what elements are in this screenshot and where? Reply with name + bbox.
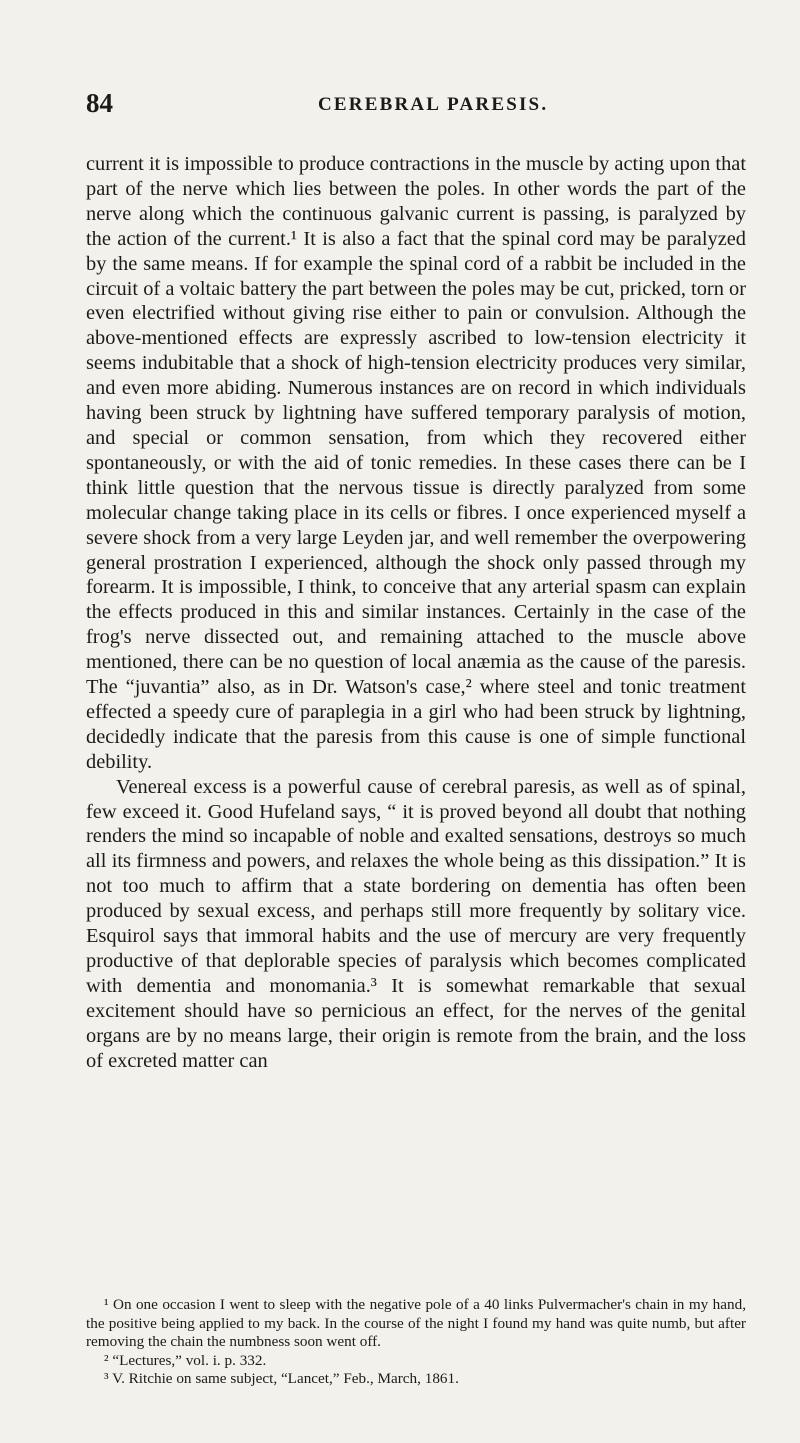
footnotes	[86, 1296, 746, 1389]
body-text	[86, 152, 746, 1074]
page-header	[86, 88, 746, 124]
page-number: 84	[86, 88, 113, 118]
footnote-1: ¹ On one occasion I went to sleep with the negative pole of a 40 links Pulvermacher's chain in my hand, the positive being applied to my back. In the course of the night I found my hand was quite numb, but after removing the chain the numbness soon went off.	[86, 1296, 746, 1351]
paragraph-venereal-excess: Venereal excess is a powerful cause of cerebral paresis, as well as of spinal, few exceed it. Good Hufeland says, “ it is proved beyond all doubt that nothing renders the mind so incapable of noble and exalted sensations, destroys so much all its firmness and powers, and relaxes the whole being as this dissipation.” It is not too much to affirm that a state bordering on dementia has often been produced by sexual excess, and perhaps still more frequently by solitary vice. Esquirol says that immoral habits and the use of mercury are very frequently productive of that deplorable species of paralysis which becomes complicated with dementia and monomania.³ It is somewhat remarkable that sexual excitement should have so pernicious an effect, for the nerves of the genital organs are by no means large, their origin is remote from the brain, and the loss of excreted matter can	[86, 775, 746, 1072]
paragraph-continued: current it is impossible to produce contractions in the muscle by acting upon that part of the nerve which lies between the poles. In other words the part of the nerve along which the continuous galvanic current is passing, is paralyzed by the action of the current.¹ It is also a fact that the spinal cord may be paralyzed by the same means. If for example the spinal cord of a rabbit be included in the circuit of a voltaic battery the part between the poles may be cut, pricked, torn or even electrified without giving rise either to pain or convulsion. Although the above-mentioned effects are expressly ascribed to low-tension electricity it seems indubitable that a shock of high-tension electricity produces very similar, and even more abiding. Numerous instances are on record in which individuals having been struck by lightning have suffered temporary paralysis of motion, and special or common sensation, from which they recovered either spontaneously, or with the aid of tonic remedies. In these cases there can be I think little question that the nervous tissue is directly paralyzed from some molecular change taking place in its cells or fibres. I once experienced myself a severe shock from a very large Leyden jar, and well remember the overpowering general prostration I experienced, although the shock only passed through my forearm. It is impossible, I think, to conceive that any arterial spasm can explain the effects produced in this and similar instances. Certainly in the case of the frog's nerve dissected out, and remaining attached to the muscle above mentioned, there can be no question of local anæmia as the cause of the paresis. The “juvantia” also, as in Dr. Watson's case,² where steel and tonic treatment effected a speedy cure of paraplegia in a girl who had been struck by lightning, decidedly indicate that the paresis from this cause is one of simple functional debility.	[86, 153, 746, 773]
running-title: CEREBRAL PARESIS.	[318, 94, 549, 115]
footnote-2: ² “Lectures,” vol. i. p. 332.	[104, 1351, 267, 1369]
footnote-3: ³ V. Ritchie on same subject, “Lancet,” Feb., March, 1861.	[104, 1370, 459, 1388]
